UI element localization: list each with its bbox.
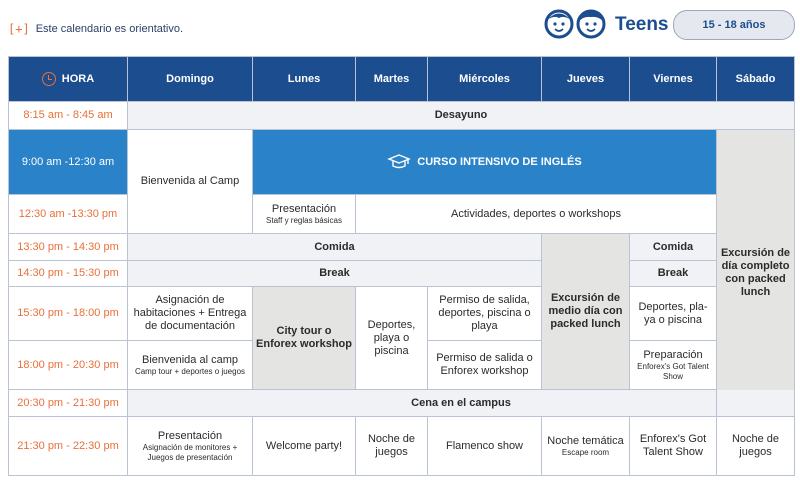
day-header-martes: Martes bbox=[356, 57, 428, 102]
bienvenida-camp-cell: Bienvenida al Camp bbox=[128, 130, 253, 234]
day-header-domingo: Domingo bbox=[128, 57, 253, 102]
welcome-party-cell: Welcome party! bbox=[253, 417, 356, 476]
time-slot: 21:30 pm - 22:30 pm bbox=[9, 417, 128, 476]
schedule-table bbox=[8, 56, 795, 476]
table-row bbox=[9, 261, 795, 287]
day-header-sabado: Sábado bbox=[717, 57, 795, 102]
time-slot: 13:30 pm - 14:30 pm bbox=[9, 234, 128, 261]
comida-cell: Comida bbox=[128, 234, 542, 261]
day-header-viernes: Viernes bbox=[630, 57, 717, 102]
graduation-cap-icon bbox=[387, 154, 411, 170]
deportes-viernes-cell: Deportes, pla-ya o piscina bbox=[630, 287, 717, 341]
day-header-jueves: Jueves bbox=[542, 57, 630, 102]
faces-logo-icon bbox=[544, 9, 610, 39]
noche-juegos-martes-cell: Noche de juegos bbox=[356, 417, 428, 476]
time-slot: 14:30 pm - 15:30 pm bbox=[9, 261, 128, 287]
break-cell: Break bbox=[128, 261, 542, 287]
table-row bbox=[9, 417, 795, 476]
cena-cell: Cena en el campus bbox=[128, 390, 795, 417]
presentacion2-cell bbox=[128, 417, 253, 476]
table-row bbox=[9, 195, 795, 234]
comida-viernes-cell: Comida bbox=[630, 234, 717, 261]
brand-title: Teens bbox=[615, 14, 669, 35]
table-row bbox=[9, 287, 795, 341]
table-row bbox=[9, 102, 795, 130]
talent-show-cell: Enforex's Got Talent Show bbox=[630, 417, 717, 476]
day-header-lunes: Lunes bbox=[253, 57, 356, 102]
presentacion-subtext: Staff y reglas básicas bbox=[266, 215, 342, 225]
time-slot: 9:00 am -12:30 am bbox=[9, 130, 128, 195]
time-slot: 18:00 pm - 20:30 pm bbox=[9, 341, 128, 390]
curso-ingles-label: CURSO INTENSIVO DE INGLÉS bbox=[417, 155, 582, 168]
noche-tematica-subtext: Escape room bbox=[561, 447, 610, 457]
day-header-miercoles: Miércoles bbox=[428, 57, 542, 102]
bienvenida-camp2-label: Bienvenida al camp bbox=[141, 353, 238, 366]
clock-icon bbox=[42, 72, 56, 86]
header-row bbox=[9, 57, 795, 102]
bienvenida-camp2-subtext: Camp tour + deportes o juegos bbox=[134, 366, 246, 376]
permiso-workshop-cell: Permiso de salida o Enforex workshop bbox=[428, 341, 542, 390]
city-tour-cell: City tour o Enforex workshop bbox=[253, 287, 356, 390]
preparacion-subtext: Enforex's Got Talent Show bbox=[637, 361, 709, 381]
break-viernes-cell: Break bbox=[630, 261, 717, 287]
presentacion-cell bbox=[253, 195, 356, 234]
desayuno-cell: Desayuno bbox=[128, 102, 795, 130]
actividades-cell: Actividades, deportes o workshops bbox=[356, 195, 717, 234]
presentacion2-label: Presentación bbox=[157, 429, 223, 442]
table-row bbox=[9, 234, 795, 261]
presentacion2-subtext: Asignación de monitores + Juegos de presentación bbox=[142, 442, 238, 462]
hora-label: HORA bbox=[61, 72, 95, 85]
calendar-note-text: Este calendario es orientativo. bbox=[35, 23, 184, 35]
asignacion-cell: Asignación de habitaciones + Entrega de documentación bbox=[128, 287, 253, 341]
expand-icon[interactable]: [+] bbox=[8, 22, 30, 36]
time-slot: 20:30 pm - 21:30 pm bbox=[9, 390, 128, 417]
age-range-badge[interactable]: 15 - 18 años bbox=[673, 10, 795, 40]
noche-tematica-cell bbox=[542, 417, 630, 476]
table-row bbox=[9, 130, 795, 195]
noche-juegos-sabado-cell: Noche de juegos bbox=[717, 417, 795, 476]
time-slot: 12:30 am -13:30 pm bbox=[9, 195, 128, 234]
time-slot: 8:15 am - 8:45 am bbox=[9, 102, 128, 130]
deportes-martes-cell: Deportes, playa o piscina bbox=[356, 287, 428, 390]
calendar-note bbox=[8, 22, 183, 36]
excursion-completa-cell: Excursión de día completo con packed lunch bbox=[717, 130, 795, 417]
time-slot: 15:30 pm - 18:00 pm bbox=[9, 287, 128, 341]
preparacion-label: Preparación bbox=[643, 348, 703, 361]
preparacion-cell bbox=[630, 341, 717, 390]
curso-ingles-cell bbox=[253, 130, 717, 195]
excursion-medio-cell: Excursión de medio día con packed lunch bbox=[542, 234, 630, 390]
noche-tematica-label: Noche temática bbox=[547, 434, 624, 447]
permiso-salida-cell: Permiso de salida, deportes, piscina o playa bbox=[428, 287, 542, 341]
table-row bbox=[9, 390, 795, 417]
bienvenida-camp2-cell bbox=[128, 341, 253, 390]
top-bar bbox=[0, 0, 800, 56]
hora-header bbox=[9, 57, 128, 102]
flamenco-show-cell: Flamenco show bbox=[428, 417, 542, 476]
presentacion-label: Presentación bbox=[271, 202, 337, 215]
